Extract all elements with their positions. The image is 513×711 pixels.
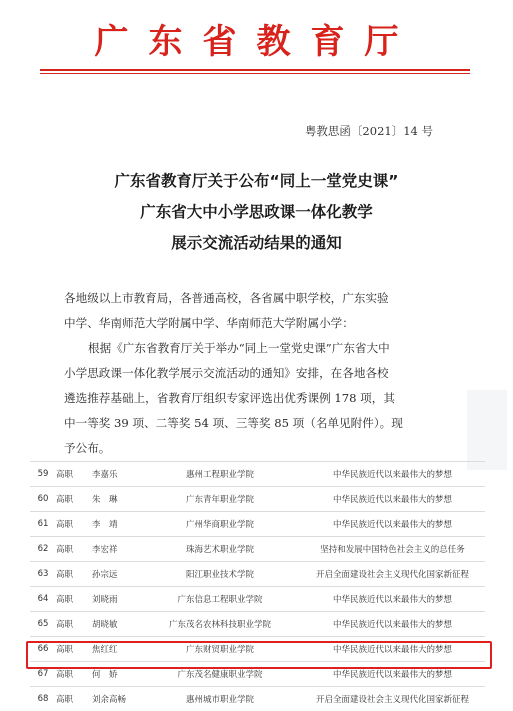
row-level: 高职 [56, 512, 92, 537]
body-line: 遴选推荐基础上，省教育厅组织专家评选出优秀课例 178 项，其 [64, 393, 395, 405]
row-topic: 开启全面建设社会主义现代化国家新征程 [300, 687, 485, 711]
table-row [30, 462, 485, 487]
row-level: 高职 [56, 612, 92, 637]
doc-title-line-2: 广东省大中小学思政课一体化教学 [40, 205, 473, 221]
row-school: 阳江职业技术学院 [140, 562, 300, 587]
row-number: 65 [30, 612, 56, 637]
row-teacher: 刘余高畅 [92, 687, 140, 711]
body-line: 中学、华南师范大学附属中学、华南师范大学附属小学： [64, 318, 354, 330]
row-school: 珠海艺术职业学院 [140, 537, 300, 562]
row-number: 63 [30, 562, 56, 587]
doc-title-line-1: 广东省教育厅关于公布“同上一堂党史课” [40, 174, 473, 190]
watermark-smudge [467, 390, 507, 470]
row-school: 广东茂名健康职业学院 [140, 662, 300, 687]
row-topic: 中华民族近代以来最伟大的梦想 [300, 462, 485, 487]
row-level: 高职 [56, 537, 92, 562]
row-number: 64 [30, 587, 56, 612]
row-teacher: 李嘉乐 [92, 462, 140, 487]
doc-title-line-3: 展示交流活动结果的通知 [40, 236, 473, 252]
row-topic: 中华民族近代以来最伟大的梦想 [300, 512, 485, 537]
row-level: 高职 [56, 562, 92, 587]
row-level: 高职 [56, 687, 92, 711]
letterhead-rule [40, 69, 470, 71]
row-teacher: 刘晓雨 [92, 587, 140, 612]
row-topic: 中华民族近代以来最伟大的梦想 [300, 662, 485, 687]
row-topic: 中华民族近代以来最伟大的梦想 [300, 637, 485, 662]
letterhead-title: 广东省教育厅 [0, 14, 513, 63]
row-teacher: 朱 琳 [92, 487, 140, 512]
body-line: 中一等奖 39 项、二等奖 54 项、三等奖 85 项（名单见附件）。现 [64, 418, 403, 430]
table-row [30, 612, 485, 637]
row-level: 高职 [56, 587, 92, 612]
row-topic: 中华民族近代以来最伟大的梦想 [300, 487, 485, 512]
row-number: 68 [30, 687, 56, 711]
body-line: 根据《广东省教育厅关于举办“同上一堂党史课”广东省大中 [88, 343, 390, 355]
table-row [30, 487, 485, 512]
row-level: 高职 [56, 637, 92, 662]
row-teacher: 何 娇 [92, 662, 140, 687]
table-row [30, 637, 485, 662]
row-teacher: 李 靖 [92, 512, 140, 537]
table-row [30, 537, 485, 562]
letterhead-rule-thin [40, 73, 470, 74]
row-teacher: 胡晓敏 [92, 612, 140, 637]
body-line: 予公布。 [64, 443, 110, 455]
row-teacher: 李宏祥 [92, 537, 140, 562]
row-topic: 中华民族近代以来最伟大的梦想 [300, 587, 485, 612]
row-school: 广东财贸职业学院 [140, 637, 300, 662]
row-school: 广州华商职业学院 [140, 512, 300, 537]
row-school: 广东青年职业学院 [140, 487, 300, 512]
row-topic: 开启全面建设社会主义现代化国家新征程 [300, 562, 485, 587]
table-row [30, 512, 485, 537]
body-line: 小学思政课一体化教学展示交流活动的通知》安排，在各地各校 [64, 368, 389, 380]
body-line: 各地级以上市教育局，各普通高校，各省属中职学校，广东实验 [64, 293, 389, 305]
row-school: 惠州城市职业学院 [140, 687, 300, 711]
row-teacher: 焦红红 [92, 637, 140, 662]
row-number: 60 [30, 487, 56, 512]
table-row [30, 562, 485, 587]
row-school: 惠州工程职业学院 [140, 462, 300, 487]
table-row [30, 587, 485, 612]
row-number: 62 [30, 537, 56, 562]
row-number: 66 [30, 637, 56, 662]
row-number: 67 [30, 662, 56, 687]
row-level: 高职 [56, 487, 92, 512]
row-level: 高职 [56, 462, 92, 487]
row-teacher: 孙宗远 [92, 562, 140, 587]
document-number: 粤教思函〔2021〕14 号 [305, 123, 433, 139]
winners-table [30, 461, 485, 711]
row-school: 广东茂名农林科技职业学院 [140, 612, 300, 637]
row-school: 广东信息工程职业学院 [140, 587, 300, 612]
row-number: 61 [30, 512, 56, 537]
row-topic: 坚持和发展中国特色社会主义的总任务 [300, 537, 485, 562]
row-topic: 中华民族近代以来最伟大的梦想 [300, 612, 485, 637]
table-row [30, 687, 485, 711]
table-row-highlighted [30, 662, 485, 687]
row-level: 高职 [56, 662, 92, 687]
row-number: 59 [30, 462, 56, 487]
